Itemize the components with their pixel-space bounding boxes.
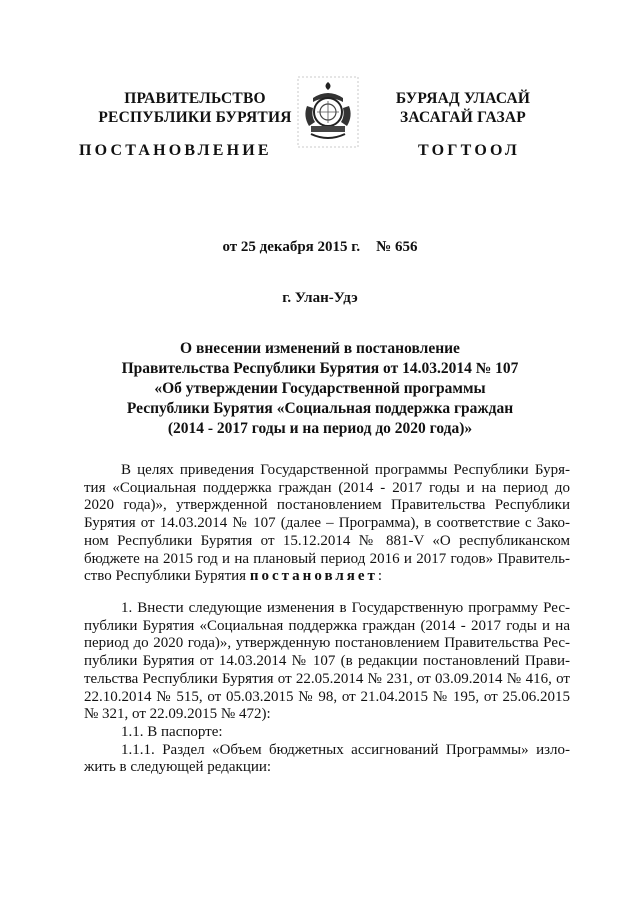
org-name-line: РЕСПУБЛИКИ БУРЯТИЯ	[98, 109, 292, 126]
text-line: 1. Внести следующие изменения в Государственную программу Рес-	[121, 600, 570, 616]
title-line: «Об утверждении Государственной программы	[154, 380, 486, 397]
city: г. Улан-Удэ	[282, 290, 358, 306]
text-line	[84, 568, 570, 586]
org-name-line: БУРЯАД УЛАСАЙ	[395, 90, 531, 107]
coat-of-arms-icon	[297, 76, 359, 148]
decree-title	[0, 339, 640, 439]
text-line: № 321, от 22.09.2015 № 472):	[84, 706, 271, 723]
text-line: тельства Республики Бурятия от 22.05.2014 № 231, от 03.09.2014 № 416, от	[84, 670, 570, 687]
org-name-buryat	[368, 89, 558, 127]
text-fragment: :	[377, 568, 383, 585]
doc-type-buryat: ТОГТООЛ	[418, 142, 520, 159]
org-name-line: ЗАСАГАЙ ГАЗАР	[400, 109, 526, 126]
text-line: ном Республики Бурятия от 15.12.2014 № 881-V «О республиканском	[84, 532, 570, 549]
doc-type-russian: ПОСТАНОВЛЕНИЕ	[79, 142, 272, 159]
decree-number: № 656	[376, 239, 418, 255]
text-line: жить в следующей редакции:	[84, 759, 272, 776]
title-line: Республики Бурятия «Социальная поддержка граждан	[126, 400, 514, 417]
org-name-line: ПРАВИТЕЛЬСТВО	[124, 90, 266, 107]
text-line: бюджете на 2015 год и на плановый период 2016 и 2017 годов» Правитель-	[84, 550, 570, 567]
text-line: публики Бурятия от 14.03.2014 № 107 (в редакции постановлений Прави-	[84, 653, 570, 670]
text-line: 2020 года)», утвержденной постановлением Правительства Республики	[84, 497, 570, 514]
text-line: период до 2020 года)», утвержденную постановлением Правительства Рес-	[84, 635, 570, 652]
preamble-paragraph	[84, 462, 570, 586]
text-line: Бурятия от 14.03.2014 № 107 (далее – Программа), в соответствие с Зако-	[84, 515, 570, 532]
text-fragment: ство Республики Бурятия	[84, 568, 250, 585]
org-name-russian	[85, 89, 305, 127]
item-1-paragraph	[84, 600, 570, 777]
title-line: О внесении изменений в постановление	[180, 340, 460, 357]
text-line: тия «Социальная поддержка граждан (2014 - 2017 годы и на период до	[84, 479, 570, 496]
text-line: 1.1. В паспорте:	[121, 723, 223, 740]
resolves-keyword: постановляет	[249, 568, 378, 585]
text-line: 1.1.1. Раздел «Объем бюджетных ассигнований Программы» изло-	[121, 741, 570, 758]
decree-date: от 25 декабря 2015 г.	[222, 239, 361, 255]
text-line: В целях приведения Государственной программы Республики Буря-	[121, 462, 570, 478]
title-line: Правительства Республики Бурятия от 14.03.2014 № 107	[121, 360, 519, 377]
date-number-line	[0, 239, 640, 256]
title-line: (2014 - 2017 годы и на период до 2020 года)»	[167, 420, 473, 437]
text-line: 22.10.2014 № 515, от 05.03.2015 № 98, от 21.04.2015 № 195, от 25.06.2015	[84, 688, 570, 705]
text-line: публики Бурятия «Социальная поддержка граждан (2014 - 2017 годы и на	[84, 617, 570, 634]
